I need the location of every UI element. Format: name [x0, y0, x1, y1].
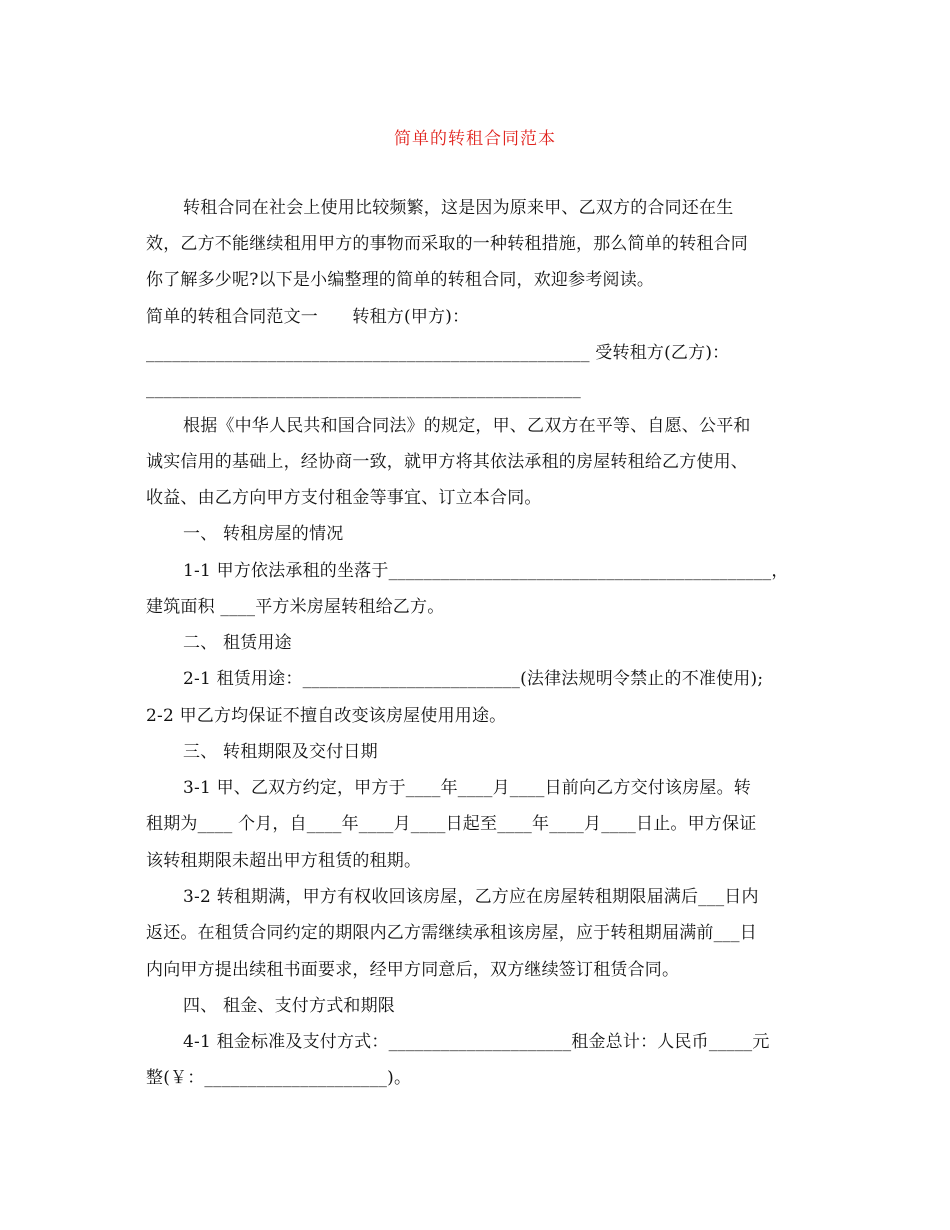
section-heading-line: 简单的转租合同范文一 转租方(甲方)：: [146, 307, 470, 327]
clause-line: 租期为____ 个月，自____年____月____日起至____年____月____日止。甲方保证: [146, 814, 757, 834]
section-heading: 四、 租金、支付方式和期限: [183, 996, 396, 1016]
section-heading: 一、 转租房屋的情况: [183, 524, 344, 544]
clause-line: 建筑面积 ____平方米房屋转租给乙方。: [146, 597, 445, 617]
clause-line: 4-1 租金标准及支付方式：_____________________租金总计：人民币_____元: [183, 1032, 770, 1052]
clause-line: 2-2 甲乙方均保证不擅自改变该房屋使用用途。: [146, 706, 507, 726]
clause-line: 2-1 租赁用途：_________________________(法律法规明令禁止的不准使用);: [183, 669, 764, 689]
paragraph-line: 收益、由乙方向甲方支付租金等事宜、订立本合同。: [146, 488, 542, 508]
blank-line: __________________________________________________: [146, 379, 581, 399]
clause-line: 3-1 甲、乙双方约定，甲方于____年____月____日前向乙方交付该房屋。转: [183, 778, 751, 798]
paragraph-line: 诚实信用的基础上，经协商一致，就甲方将其依法承租的房屋转租给乙方使用、: [146, 452, 748, 472]
clause-line: 3-2 转租期满，甲方有权收回该房屋，乙方应在房屋转租期限届满后___日内: [183, 887, 759, 907]
section-heading: 二、 租赁用途: [183, 633, 292, 653]
document-title: 简单的转租合同范本: [394, 129, 556, 149]
clause-line: 该转租期限未超出甲方租赁的租期。: [146, 851, 422, 871]
paragraph-line: 转租合同在社会上使用比较频繁，这是因为原来甲、乙双方的合同还在生: [183, 198, 734, 218]
section-heading: 三、 转租期限及交付日期: [183, 742, 378, 762]
clause-line: 1-1 甲方依法承租的坐落于____________________________________________，: [183, 561, 789, 581]
paragraph-line: 你了解多少呢?以下是小编整理的简单的转租合同，欢迎参考阅读。: [146, 270, 655, 290]
clause-line: 返还。在租赁合同约定的期限内乙方需继续承租该房屋，应于转租期届满前___日: [146, 923, 757, 943]
paragraph-line: 根据《中华人民共和国合同法》的规定，甲、乙双方在平等、自愿、公平和: [183, 416, 751, 436]
clause-line: 内向甲方提出续租书面要求，经甲方同意后，双方继续签订租赁合同。: [146, 960, 680, 980]
paragraph-line: 效，乙方不能继续租用甲方的事物而采取的一种转租措施，那么简单的转租合同: [146, 234, 748, 254]
clause-line: 整(￥：_____________________)。: [146, 1068, 412, 1088]
party-b-line: ___________________________________________________ 受转租方(乙方)：: [146, 343, 730, 363]
